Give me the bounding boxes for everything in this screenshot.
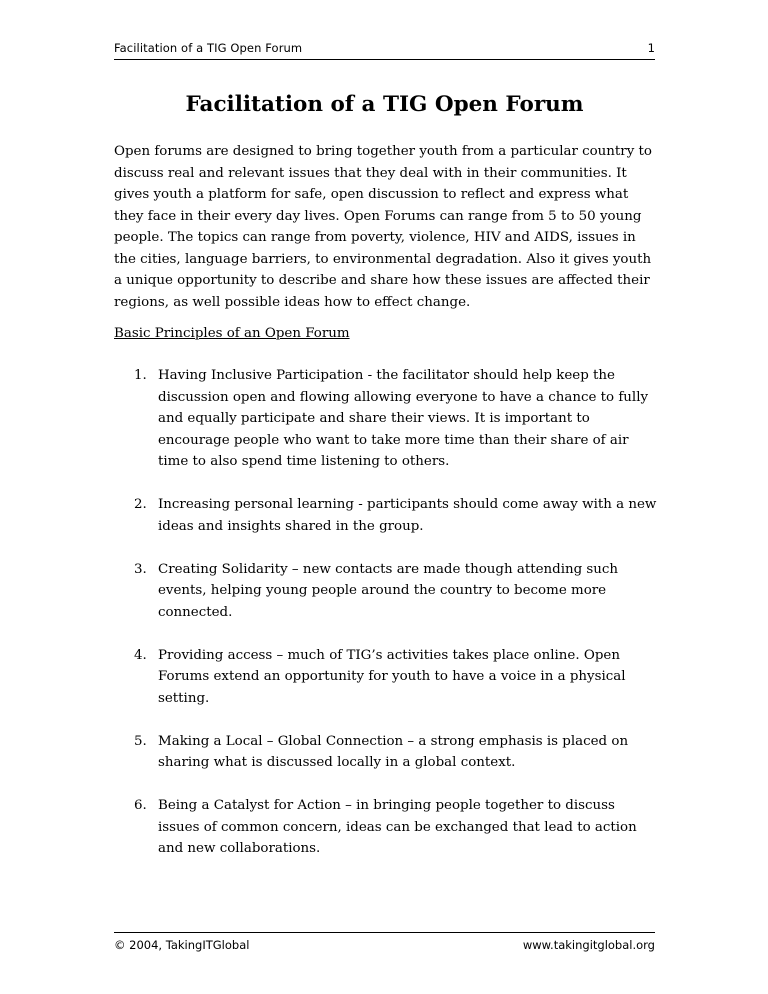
list-item-text: Providing access – much of TIG’s activities takes place online. Open Forums extend an opportunity for youth to have a voice in a physical setting.: [158, 647, 626, 706]
list-item-number: 1.: [134, 368, 147, 383]
header-title: Facilitation of a TIG Open Forum: [114, 41, 303, 55]
list-item: [114, 494, 659, 537]
copyright-notice: © 2004, TakingITGlobal: [114, 938, 250, 952]
list-item-number: 2.: [134, 497, 147, 512]
list-item-text: Creating Solidarity – new contacts are made though attending such events, helping young people around the country to become more connected.: [158, 561, 619, 620]
list-item: [114, 559, 659, 624]
running-footer: [114, 932, 655, 953]
list-item-number: 3.: [134, 561, 147, 577]
list-item-text: Increasing personal learning - participants should come away with a new ideas and insights shared in the group.: [158, 497, 657, 534]
section-heading: Basic Principles of an Open Forum: [114, 326, 350, 341]
list-item-number: 4.: [134, 647, 147, 663]
list-item-number: 5.: [134, 733, 147, 749]
page-title: Facilitation of a TIG Open Forum: [185, 92, 584, 117]
list-item-text: Having Inclusive Participation - the facilitator should help keep the discussion open and flowing allowing everyone to have a chance to fully and equally participate and share their views. It is important to encourage people who want to take more time than their share of air time to also spend time listening to others.: [158, 368, 649, 469]
running-header: [114, 39, 655, 60]
principles-list: [114, 365, 659, 881]
page-number: 1: [647, 41, 655, 55]
list-item-text: Being a Catalyst for Action – in bringing people together to discuss issues of common concern, ideas can be exchanged that lead to action and new collaborations.: [158, 798, 637, 856]
list-item: [114, 795, 659, 860]
list-item: [114, 645, 659, 710]
intro-paragraph: Open forums are designed to bring together youth from a particular country to discuss real and relevant issues that they deal with in their communities. It gives youth a platform for safe, open discussion to reflect and express what they face in their every day lives. Open Forums can range from 5 to 50 young people. The topics can range from poverty, violence, HIV and AIDS, issues in the cities, language barriers, to environmental degradation. Also it gives youth a unique opportunity to describe and share how these issues are affected their regions, as well possible ideas how to effect change.: [114, 144, 652, 310]
list-item-number: 6.: [134, 798, 147, 813]
list-item-text: Making a Local – Global Connection – a strong emphasis is placed on sharing what is discussed locally in a global context.: [158, 733, 629, 770]
list-item: [114, 731, 659, 774]
list-item: [114, 365, 659, 473]
website-url: www.takingitglobal.org: [522, 938, 655, 952]
